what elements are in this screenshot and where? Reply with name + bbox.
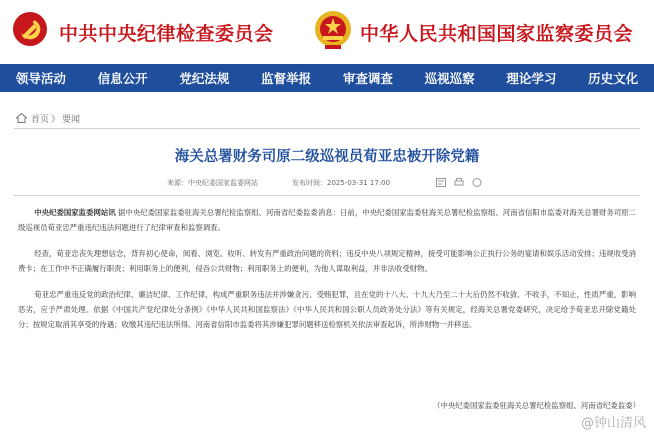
article-paragraph-1-text: 据中央纪委国家监委驻海关总署纪检监察组、河南省纪委监委消息：日前，中央纪委国家监委驻海关总署纪检监察组、河南省信阳市监委对海关总署财务司原二级巡视员荀亚忠严重违纪违法问题进行了纪律审查和监察调查。 [18, 208, 636, 232]
article-source: 来源：中央纪委国家监委网站 [167, 179, 258, 187]
site-title-right[interactable]: 中华人民共和国国家监察委员会 [360, 23, 634, 45]
watermark: @钟山清风 [580, 416, 646, 431]
nav-item-regulations[interactable]: 党纪法规 [179, 71, 230, 86]
article-time: 发布时间：2025-03-31 17:00 [292, 179, 391, 187]
party-emblem-icon [12, 11, 48, 47]
breadcrumb-divider [14, 128, 640, 129]
article-lead: 中央纪委国家监委网站讯 [34, 208, 116, 217]
article-title: 海关总署财务司原二级巡视员荀亚忠被开除党籍 [174, 148, 480, 165]
nav-item-leadership[interactable]: 领导活动 [15, 71, 66, 86]
article-meta [0, 178, 654, 190]
nav-item-inspection[interactable]: 巡视巡察 [424, 71, 475, 86]
breadcrumb-home[interactable]: 首页 [31, 114, 50, 125]
site-title-left[interactable]: 中共中央纪律检查委员会 [59, 23, 274, 45]
article-footer-source: （中央纪委国家监委驻海关总署纪检监察组、河南省纪委监委） [433, 401, 640, 410]
font-size-icon[interactable] [472, 178, 482, 187]
article-paragraph: 荀亚忠严重违反党的政治纪律、廉洁纪律、工作纪律，构成严重职务违法并涉嫌贪污、受贿犯罪，且在党的十八大、十九大乃至二十大后仍然不收敛、不收手，不知止，性质严重，影响恶劣，应予严肃处理。依据《中国共产党纪律处分条例》《中华人民共和国监察法》《中华人民共和国公职人员政务处分法》等有关规定，经海关总署党委研究，决定给予荀亚忠开除党籍处分；按规定取消其享受的待遇；收缴其违纪违法所得。河南省信阳市监委将其涉嫌犯罪问题移送检察机关依法审查起诉，所涉财物一并移送。 [18, 290, 636, 329]
main-nav [0, 64, 654, 92]
nav-item-info-disclosure[interactable]: 信息公开 [97, 71, 148, 86]
home-icon [16, 113, 27, 123]
breadcrumb [0, 110, 654, 126]
nav-item-investigation[interactable]: 审查调查 [342, 71, 393, 86]
nav-item-theory[interactable]: 理论学习 [506, 71, 557, 86]
site-header [0, 0, 654, 64]
breadcrumb-current[interactable]: 要闻 [62, 114, 81, 125]
article-paragraph [18, 205, 636, 235]
breadcrumb-separator: 》 [51, 114, 61, 125]
national-emblem-icon [313, 9, 353, 51]
meta-divider [14, 195, 640, 196]
article-body [18, 205, 636, 343]
nav-item-history[interactable]: 历史文化 [588, 71, 639, 86]
article-paragraph: 经查，荀亚忠丧失理想信念，背弃初心使命，阅看、浏览、收听、转发有严重政治问题的资料；违反中央八项规定精神，接受可能影响公正执行公务的宴请和娱乐活动安排；违规收受消费卡；在工作中不正确履行职责；利用职务上的便利，侵吞公共财物；利用职务上的便利，为他人谋取利益，并非法收受财物。 [18, 249, 636, 273]
print-icon[interactable] [454, 178, 464, 187]
share-icon[interactable] [436, 178, 446, 187]
nav-item-report[interactable]: 监督举报 [261, 71, 312, 86]
